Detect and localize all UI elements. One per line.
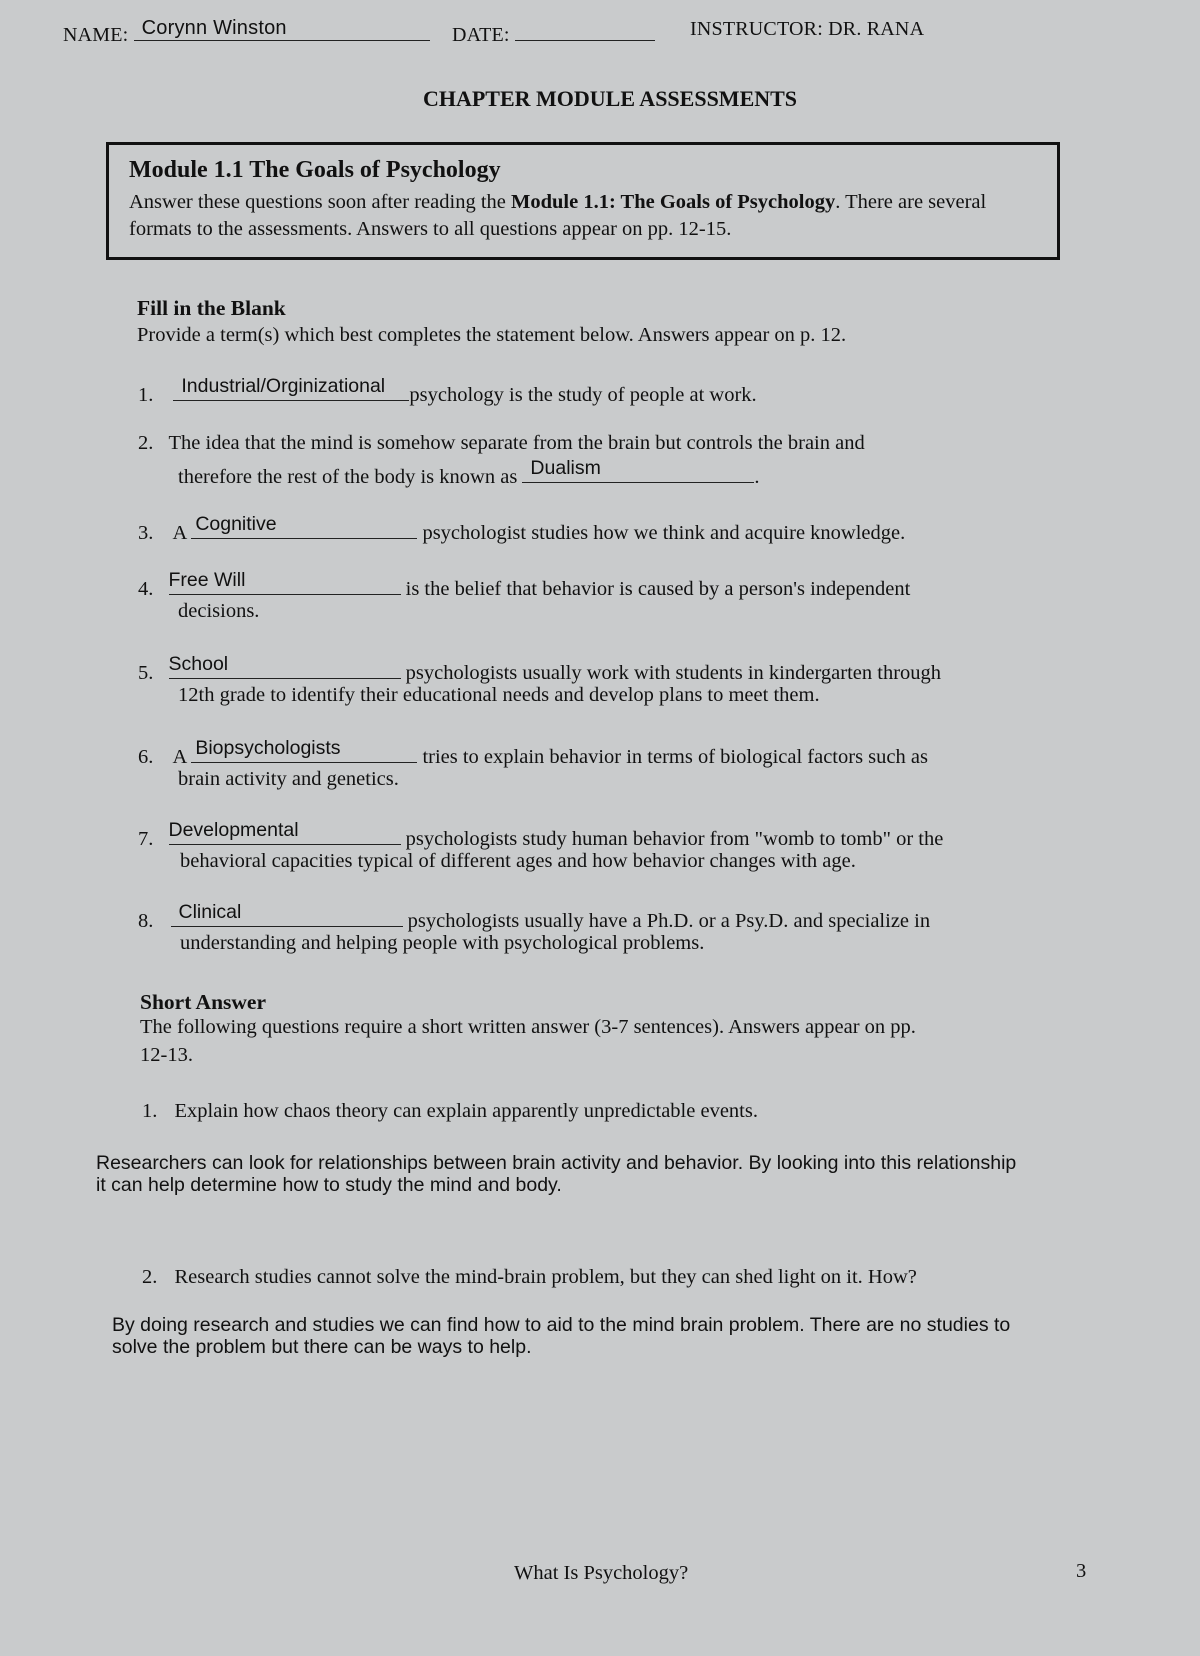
answer-4: Free Will [168,569,246,591]
answer-blank-3[interactable] [191,513,417,539]
short-answer-2-line1: By doing research and studies we can find how to aid to the mind brain problem. There are no studies to [112,1314,1011,1336]
question-number: 1. [142,1100,158,1122]
date-field [452,18,655,47]
question-number: 2. [142,1266,158,1288]
fill-blank-instructions: Provide a term(s) which best completes the statement below. Answers appear on p. 12. [137,324,847,346]
intro-text-end: . There are several formats to the assessments. Answers to all questions appear on pp. 12-15. [129,191,987,240]
fill-blank-title: Fill in the Blank [137,296,286,320]
question-3 [138,513,906,545]
answer-5: School [168,653,229,675]
short-answer-1-line1: Researchers can look for relationships between brain activity and behavior. By looking into this relationship [96,1152,1017,1174]
question-1-text: psychology is the study of people at work. [409,384,757,406]
question-4 [138,569,911,601]
name-blank[interactable] [134,18,430,41]
answer-blank-1[interactable] [173,375,409,401]
instructor-label: INSTRUCTOR: DR. RANA [690,18,925,40]
short-question-1 [142,1100,758,1123]
answer-blank-6[interactable] [191,737,417,763]
short-answer-2[interactable] [112,1314,1010,1358]
question-number: 8. [138,910,154,932]
answer-blank-5[interactable] [168,653,401,679]
question-4-line2: decisions. [178,600,260,622]
name-label: NAME: [63,24,129,46]
question-2-line2 [178,457,760,489]
answer-8: Clinical [178,901,242,923]
answer-7: Developmental [168,819,299,841]
short-answer-instructions-2: 12-13. [140,1044,193,1066]
question-8 [138,901,931,933]
page-number: 3 [1076,1560,1087,1582]
short-answer-1[interactable] [96,1152,1016,1196]
question-3-text: psychologist studies how we think and acquire knowledge. [422,522,906,544]
date-blank[interactable] [515,18,655,41]
question-number: 3. [138,522,154,544]
question-3-prefix: A [172,522,187,544]
question-4-text: is the belief that behavior is caused by a person's independent [405,578,911,600]
short-answer-instructions-1: The following questions require a short written answer (3-7 sentences). Answers appear on pp. [140,1016,916,1038]
footer-title: What Is Psychology? [514,1562,689,1584]
question-6-text: tries to explain behavior in terms of biological factors such as [422,746,928,768]
question-2 [138,432,865,455]
question-8-line2: understanding and helping people with psychological problems. [180,932,705,954]
question-7 [138,819,944,851]
question-2-line1: The idea that the mind is somehow separate from the brain but controls the brain and [168,432,865,454]
question-6 [138,737,928,769]
question-2-text: therefore the rest of the body is known as [178,466,518,488]
answer-6: Biopsychologists [195,737,341,759]
module-title: Module 1.1 The Goals of Psychology [129,157,501,183]
intro-text-start: Answer these questions soon after reading the [129,191,511,213]
short-question-2 [142,1266,917,1289]
answer-1: Industrial/Orginizational [181,375,386,397]
answer-2: Dualism [530,457,601,479]
answer-3: Cognitive [195,513,277,535]
answer-blank-4[interactable] [168,569,401,595]
question-6-prefix: A [172,746,187,768]
short-question-1-text: Explain how chaos theory can explain apparently unpredictable events. [174,1100,758,1122]
name-field [63,18,430,47]
answer-blank-2[interactable] [522,457,754,483]
question-1 [138,375,757,407]
short-answer-title: Short Answer [140,990,267,1014]
short-question-2-text: Research studies cannot solve the mind-brain problem, but they can shed light on it. How? [174,1266,917,1288]
name-value: Corynn Winston [141,17,287,39]
question-7-line2: behavioral capacities typical of different ages and how behavior changes with age. [180,850,856,872]
intro-text-bold: Module 1.1: The Goals of Psychology [511,191,836,213]
question-number: 2. [138,432,154,454]
question-7-text: psychologists study human behavior from "womb to tomb" or the [405,828,944,850]
answer-blank-7[interactable] [168,819,401,845]
question-5-line2: 12th grade to identify their educational needs and develop plans to meet them. [178,684,820,706]
short-answer-2-line2: solve the problem but there can be ways to help. [112,1336,532,1358]
period: . [754,466,760,488]
question-5-text: psychologists usually work with students in kindergarten through [405,662,942,684]
question-number: 6. [138,746,154,768]
short-answer-1-line2: it can help determine how to study the mind and body. [96,1174,562,1196]
page-title: CHAPTER MODULE ASSESSMENTS [422,86,798,111]
answer-blank-8[interactable] [171,901,403,927]
question-number: 4. [138,578,154,600]
question-number: 7. [138,828,154,850]
question-6-line2: brain activity and genetics. [178,768,399,790]
question-number: 5. [138,662,154,684]
question-8-text: psychologists usually have a Ph.D. or a Psy.D. and specialize in [407,910,931,932]
question-number: 1. [138,384,154,406]
date-label: DATE: [452,24,510,46]
module-box [106,142,1060,260]
question-5 [138,653,942,685]
module-intro [129,189,1039,243]
